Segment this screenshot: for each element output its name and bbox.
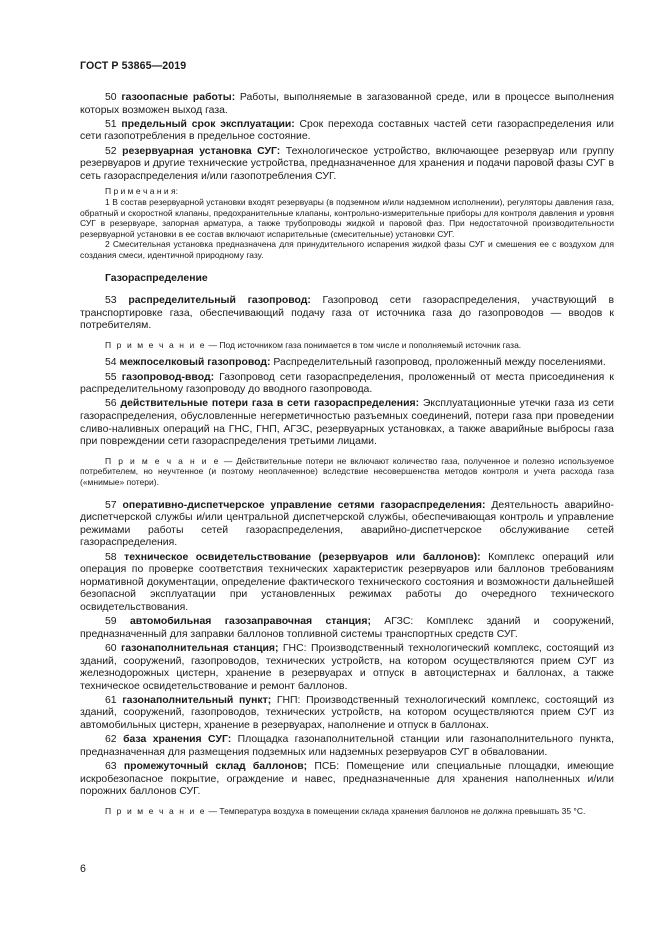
document-body xyxy=(80,92,614,816)
definition-text: Площадка газонаполнительной станции или газонаполнительного пункта, предназначенная для размещения подземных или надземных резервуаров СУГ в обваловании. xyxy=(80,734,615,758)
definition-number: 60 xyxy=(105,642,117,654)
page-number: 6 xyxy=(80,863,86,875)
note-label: П р и м е ч а н и е xyxy=(105,339,207,350)
definition-term: предельный срок эксплуатации: xyxy=(121,118,295,130)
definition-61 xyxy=(80,695,614,733)
definition-abbreviation: ПСБ: xyxy=(314,761,340,773)
definition-text: Деятельность аварийно-диспетчерской службы и/или центральной диспетчерской службы, обеспечивающая контроль и управление режимами работы сетей газораспределения, аварийно-диспетчерское обслуживание сетей газораспределения. xyxy=(80,499,614,549)
definition-text: Комплекс зданий и сооружений, предназначенный для заправки баллонов топливной системы транспортных средств СУГ. xyxy=(80,616,615,640)
definition-text: Газопровод сети газораспределения, участвующий в транспортировке газа, обеспечивающий подачу газа от источника газа до газопроводов — вводов к потребителям. xyxy=(80,295,614,332)
definition-57 xyxy=(80,500,614,550)
definition-number: 53 xyxy=(105,295,117,307)
definition-number: 50 xyxy=(105,92,117,103)
definition-term: оперативно-диспетчерское управление сетями газораспределения: xyxy=(122,499,486,511)
definition-text: Комплекс операций или операция по проверке соответствия технических характеристик резервуаров или баллонов требованиям нормативной документации, определение фактического технического состояния и возможности дальнейшей безопасной эксплуатации при установленных режимах работы до очередного технического освидетельствования. xyxy=(80,551,614,613)
definition-53 xyxy=(80,295,614,333)
definition-term: база хранения СУГ: xyxy=(123,734,232,746)
definition-term: распределительный газопровод: xyxy=(128,295,311,307)
definition-abbreviation: АГЗС: xyxy=(384,616,414,628)
definition-term: межпоселковый газопровод: xyxy=(119,357,271,369)
definition-text: Производственный технологический комплекс, состоящий из зданий, сооружений, газопроводов, технических устройств, на котором осуществляются прием СУГ из железнодорожных цистерн, хранение в резервуарах и отпуск в автоцистернах и баллонах, а также техническое освидетельствование и ремонт баллонов. xyxy=(80,642,614,692)
definition-63 xyxy=(80,761,614,799)
note-53 xyxy=(80,340,614,351)
notes-label: П р и м е ч а н и я: xyxy=(105,186,178,197)
note-label: П р и м е ч а н и е xyxy=(105,805,207,816)
definition-62 xyxy=(80,734,614,759)
definition-number: 62 xyxy=(105,734,117,746)
definition-number: 56 xyxy=(105,398,117,410)
note-text: — Действительные потери не включают количество газа, полученное и полезно используемое потребителем, но неучтенное (и поэтому неоплаченное) вследствие несовершенства методов контроля и учета расхода газа («мнимые» потери). xyxy=(80,455,614,487)
definition-term: автомобильная газозаправочная станция; xyxy=(129,616,371,628)
definition-abbreviation: ГНП: xyxy=(276,694,301,706)
definition-term: техническое освидетельствование (резервуаров или баллонов): xyxy=(124,551,481,563)
definition-number: 52 xyxy=(105,145,117,157)
definition-56 xyxy=(80,398,614,448)
definition-51 xyxy=(80,119,614,144)
note-item-2: 2 Смесительная установка предназначена для принудительного испарения жидкой фазы СУГ и смешения ее с воздухом для создания смеси, идентичной природному газу. xyxy=(80,239,614,260)
definition-text: Помещение или специальные площадки, имеющие искробезопасное покрытие, ограждение и навес, предназначенные для хранения наполненных и/или порожних баллонов СУГ. xyxy=(80,761,614,798)
definition-term: промежуточный склад баллонов; xyxy=(123,761,308,773)
definition-58 xyxy=(80,552,614,615)
definition-59 xyxy=(80,616,614,641)
definition-text: Работы, выполняемые в загазованной среде, или в процессе выполнения которых возможен выход газа. xyxy=(80,92,614,116)
definition-text: Эксплуатационные утечки газа из сети газораспределения, обусловленные негерметичностью разъемных соединений, потери газа при проведении сливо-наливных операций на ГНС, ГНП, АГЗС, резервуарных установках, а также аварийные выбросы газа при повреждении сети газораспределения третьими лицами. xyxy=(80,398,614,448)
definition-term: газоопасные работы: xyxy=(121,92,236,103)
note-text: — Под источником газа понимается в том числе и пополняемый источник газа. xyxy=(208,339,522,350)
section-title: Газораспределение xyxy=(105,272,208,284)
definition-number: 59 xyxy=(105,616,117,628)
document-code: ГОСТ Р 53865—2019 xyxy=(80,60,187,72)
note-text: — Температура воздуха в помещении склада хранения баллонов не должна превышать 35 °С. xyxy=(208,805,586,816)
definition-number: 55 xyxy=(105,371,117,383)
definition-text: Срок перехода составных частей сети газораспределения или сети газопотребления в предельное состояние. xyxy=(80,118,614,143)
definition-term: резервуарная установка СУГ: xyxy=(122,145,281,157)
definition-term: газонаполнительный пункт; xyxy=(122,694,272,706)
definition-52 xyxy=(80,146,614,184)
definition-text: Производственный технологический комплекс, состоящий из зданий, сооружений, газопроводов, технических устройств, на котором осуществляются прием СУГ из автомобильных цистерн, хранение в резервуарах, наполнение и отпуск в баллонах. xyxy=(80,694,614,732)
definition-number: 54 xyxy=(105,357,117,369)
definition-term: газопровод-ввод: xyxy=(121,371,215,383)
definition-text: Распределительный газопровод, проложенный между поселениями. xyxy=(273,357,606,369)
definition-60 xyxy=(80,643,614,693)
definition-abbreviation: ГНС: xyxy=(282,642,307,654)
definition-54 xyxy=(80,357,614,370)
definition-term: газонаполнительная станция; xyxy=(121,642,279,654)
note-label: П р и м е ч а н и е xyxy=(105,455,220,466)
definition-number: 58 xyxy=(105,551,117,563)
note-63 xyxy=(80,806,614,817)
definition-number: 51 xyxy=(105,118,117,130)
definition-term: действительные потери газа в сети газораспределения: xyxy=(120,398,420,410)
note-56 xyxy=(80,456,614,488)
definition-text: Технологическое устройство, включающее резервуар или группу резервуаров и другие технические устройства, предназначенное для хранения и подачи паровой фазы СУГ в сеть газораспределения и/или газопотребления СУГ. xyxy=(80,145,614,182)
definition-text: Газопровод сети газораспределения, проложенный от места присоединения к распределительному газопроводу до вводного газопровода. xyxy=(80,371,614,396)
definition-55 xyxy=(80,372,614,397)
definition-50 xyxy=(80,92,614,117)
note-item-1: 1 В состав резервуарной установки входят резервуары (в подземном и/или надземном исполнении), регуляторы давления газа, обратный и скоростной клапаны, предохранительные клапаны, контрольно-измерительные приборы для контроля давления и уровня СУГ в резервуаре, запорная арматура, а также трубопроводы жидкой и паровой фаз. При недостаточной производительности резервуарной установки в ее состав включают испарительные (смесительные) установки СУГ. xyxy=(80,196,614,239)
definition-number: 63 xyxy=(105,761,117,773)
definition-number: 61 xyxy=(105,694,117,706)
definition-number: 57 xyxy=(105,499,117,511)
